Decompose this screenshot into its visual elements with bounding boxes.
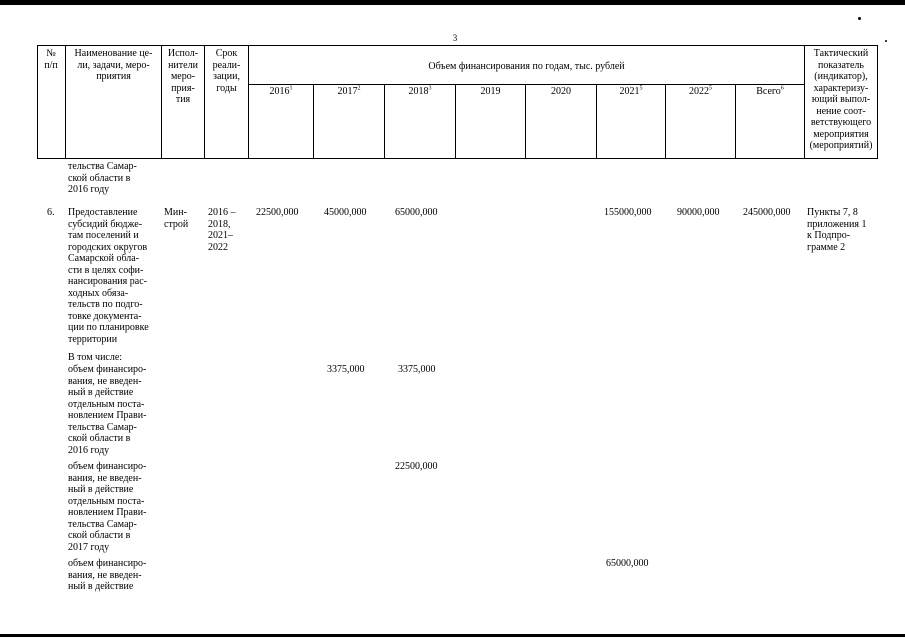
sub1-value-2018: 3375,000 xyxy=(398,364,436,375)
header-year-2017: 2017$^2$ xyxy=(337,85,361,97)
carryover-text: тельства Самар- ской области в 2016 году xyxy=(68,161,137,195)
sub3-value-2021: 65000,000 xyxy=(606,558,649,569)
row6-name: Предоставление субсидий бюдже- там поселений и городских округов Самарской обла- сти в целях софи- нансирования рас- ходных обяза- тельств по подго- товке документа- ции по планировке территории xyxy=(68,207,149,345)
sub2-name: объем финансиро- вания, не введен- ный в действие отдельным поста- новлением Прави- тельства Самар- ской области в 2017 году xyxy=(68,461,147,553)
scan-speck xyxy=(885,40,887,42)
row6-value-2017: 45000,000 xyxy=(324,207,367,218)
sub1-name: объем финансиро- вания, не введен- ный в действие отдельным поста- новлением Прави- тельства Самар- ской области в 2016 году xyxy=(68,364,147,456)
sub1-value-2017: 3375,000 xyxy=(327,364,365,375)
header-indicator: Тактический показатель (индикатор), характеризу- ющий выпол- нение соот- ветствующего мероприятия (мероприятий) xyxy=(809,48,873,151)
header-year-2021: 2021$^5$ xyxy=(619,85,643,97)
row6-term: 2016 – 2018, 2021– 2022 xyxy=(208,207,236,253)
row6-indicator: Пункты 7, 8 приложения 1 к Подпро- грамме 2 xyxy=(807,207,867,253)
scan-edge-bottom xyxy=(0,634,905,637)
sub2-value-2018: 22500,000 xyxy=(395,461,438,472)
scan-speck xyxy=(858,17,861,20)
header-year-2020: 2020 xyxy=(551,86,571,97)
sub3-name: объем финансиро- вания, не введен- ный в действие xyxy=(68,558,147,592)
row6-value-2016: 22500,000 xyxy=(256,207,299,218)
header-term: Срок реали- зации, годы xyxy=(212,48,241,94)
header-executor: Испол- нители меро- прия- тия xyxy=(167,48,199,105)
row6-executor: Мин- строй xyxy=(164,207,189,230)
including-label: В том числе: xyxy=(68,352,123,363)
header-year-2016: 2016$^1$ xyxy=(269,85,293,97)
page-number: 3 xyxy=(452,33,458,43)
row6-value-2021: 155000,000 xyxy=(604,207,652,218)
header-year-total: Всего$^6$ xyxy=(756,85,784,97)
header-name: Наименование це- ли, задачи, меро- приятия xyxy=(74,48,153,82)
header-num: № п/п xyxy=(44,48,58,71)
header-year-2022: 2022$^5$ xyxy=(689,85,712,97)
row6-value-2022: 90000,000 xyxy=(677,207,720,218)
row6-value-total: 245000,000 xyxy=(743,207,791,218)
header-funding-title: Объем финансирования по годам, тыс. рублей xyxy=(428,61,625,72)
header-year-2018: 2018$^3$ xyxy=(408,85,432,97)
header-year-2019: 2019 xyxy=(480,86,501,97)
row6-number: 6. xyxy=(47,207,55,218)
scan-edge-top xyxy=(0,0,905,5)
row6-value-2018: 65000,000 xyxy=(395,207,438,218)
